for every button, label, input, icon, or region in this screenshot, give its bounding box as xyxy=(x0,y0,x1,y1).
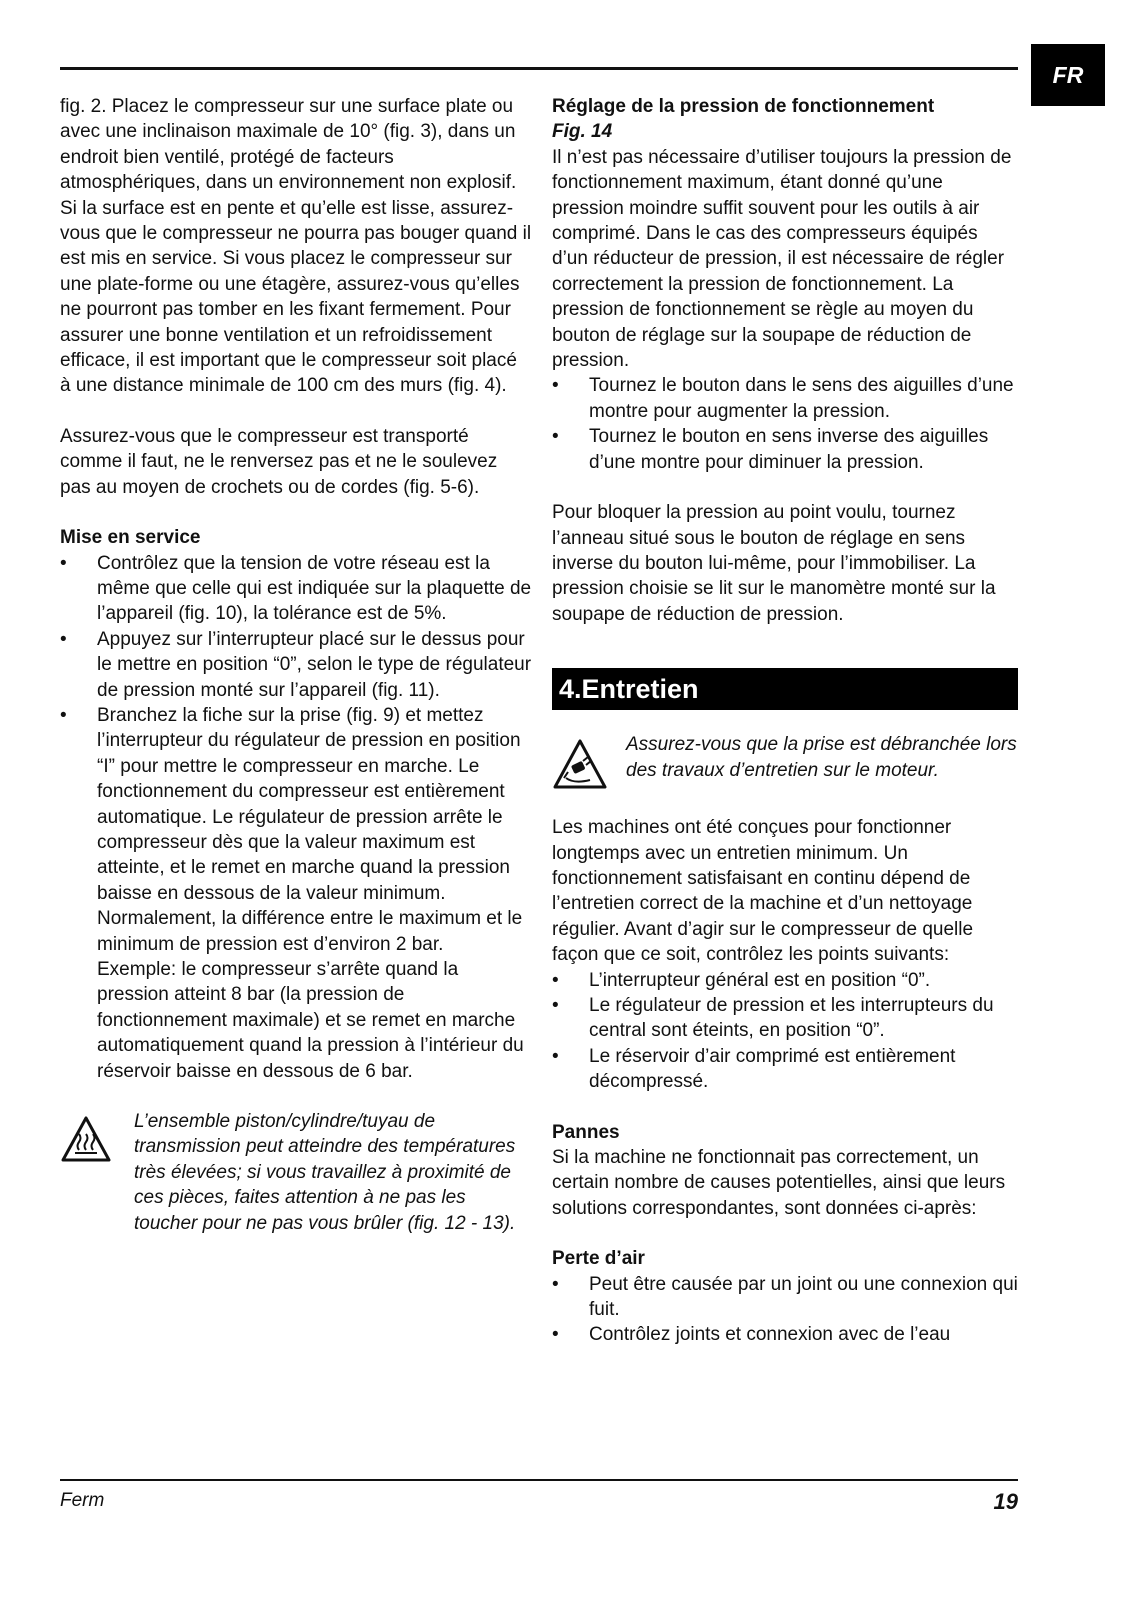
perte-air-list xyxy=(552,1272,1018,1348)
list-item: • Tournez le bouton en sens inverse des aiguilles d’une montre pour diminuer la pression. xyxy=(552,424,1018,475)
list-item: • L’interrupteur général est en position “0”. xyxy=(552,968,1018,993)
hot-surface-warning-icon xyxy=(60,1115,116,1163)
hot-surface-warning-text: L’ensemble piston/cylindre/tuyau de transmission peut atteindre des températures très élevées; si vous travaillez à proximité de ces pièces, faites attention à ne pas les toucher pour ne pas vous brûler (fig. 12 - 13). xyxy=(134,1111,516,1234)
list-item: • Le réservoir d’air comprimé est entièrement décompressé. xyxy=(552,1044,1018,1095)
reglage-list xyxy=(552,373,1018,475)
list-item: • Le régulateur de pression et les interrupteurs du central sont éteints, en position “0”. xyxy=(552,993,1018,1044)
left-column xyxy=(60,94,532,1236)
list-item: • Contrôlez que la tension de votre réseau est la même que celle qui est indiquée sur la plaquette de l’appareil (fig. 10), la tolérance est de 5%. xyxy=(60,551,532,627)
right-column xyxy=(552,94,1018,1348)
list-item: • Peut être causée par un joint ou une connexion qui fuit. xyxy=(552,1272,1018,1323)
language-tab: FR xyxy=(1031,44,1105,106)
maintenance-paragraph: Les machines ont été conçues pour fonctionner longtemps avec un entretien minimum. Un fonctionnement satisfaisant en continu dépend de l’entretien correct de la machine et d’un nettoyage régulier. Avant d’agir sur le compresseur de quelle façon que ce soit, contrôlez les points suivants: xyxy=(552,817,974,966)
list-item: • Tournez le bouton dans le sens des aiguilles d’une montre pour augmenter la pression. xyxy=(552,373,1018,424)
reglage-paragraph: Il n’est pas nécessaire d’utiliser toujours la pression de fonctionnement maximum, étant donné qu’une pression moindre suffit souvent pour les outils à air comprimé. Dans le cas des compresseurs équipés d’un réducteur de pression, il est nécessaire de régler correctement la pression de fonctionnement. La pression de fonctionnement se règle au moyen du bouton de réglage sur la soupape de réduction de pression. xyxy=(552,146,1012,372)
reglage-figure-ref: Fig. 14 xyxy=(552,121,613,143)
block-pressure-paragraph: Pour bloquer la pression au point voulu, tournez l’anneau situé sous le bouton de réglage en sens inverse du bouton lui-même, pour l’immobiliser. La pression choisie se lit sur le manomètre monté sur la soupape de réduction de pression. xyxy=(552,502,996,625)
reglage-heading: Réglage de la pression de fonctionnement xyxy=(552,96,935,117)
mise-en-service-heading: Mise en service xyxy=(60,527,201,549)
placement-paragraph: fig. 2. Placez le compresseur sur une surface plate ou avec une inclinaison maximale de 10° (fig. 3), dans un endroit bien ventilé, protégé de facteurs atmosphériques, dans un environnement non explosif. Si la surface est en pente et qu’elle est lisse, assurez-vous que le compresseur ne pourra pas bouger quand il est mis en service. Si vous placez le compresseur sur une plate-forme ou une étagère, assurez-vous qu’elles ne pourront pas tomber en les fixant fermement. Pour assurer une bonne ventilation et un refroidissement efficace, il est important que le compresseur soit placé à une distance minimale de 100 cm des murs (fig. 4). xyxy=(60,96,532,397)
top-rule xyxy=(60,67,1018,70)
unplug-warning-text: Assurez-vous que la prise est débranchée lors des travaux d’entretien sur le moteur. xyxy=(626,734,1017,781)
footer-brand: Ferm xyxy=(60,1490,105,1511)
transport-paragraph: Assurez-vous que le compresseur est transporté comme il faut, ne le renversez pas et ne le soulevez pas au moyen de crochets ou de cordes (fig. 5-6). xyxy=(60,425,498,498)
page-number: 19 xyxy=(993,1489,1018,1514)
perte-air-heading: Perte d’air xyxy=(552,1248,645,1270)
example-paragraph: Exemple: le compresseur s’arrête quand la pression atteint 8 bar (la pression de fonctionnement maximale) et se remet en marche automatiquement quand la pression à l’intérieur du réservoir baisse en dessous de 6 bar. xyxy=(97,959,524,1082)
mise-en-service-list xyxy=(60,551,532,958)
list-item: • Branchez la fiche sur la prise (fig. 9) et mettez l’interrupteur du régulateur de pression en position “I” pour mettre le compresseur en marche. Le fonctionnement du compresseur est entièrement automatique. Le régulateur de pression arrête le compresseur dès que la valeur maximum est atteinte, et le remet en marche quand la pression baisse en dessous de la valeur minimum. Normalement, la différence entre le maximum et le minimum de pression est d’environ 2 bar. xyxy=(60,703,532,957)
section-title-entretien: 4.Entretien xyxy=(552,668,1018,710)
list-item: • Appuyez sur l’interrupteur placé sur le dessus pour le mettre en position “0”, selon le type de régulateur de pression monté sur l’appareil (fig. 11). xyxy=(60,627,532,703)
bottom-rule xyxy=(60,1479,1018,1481)
unplug-warning-icon xyxy=(552,738,608,790)
pannes-heading: Pannes xyxy=(552,1121,620,1143)
hot-surface-warning xyxy=(60,1109,532,1236)
pannes-paragraph: Si la machine ne fonctionnait pas correctement, un certain nombre de causes potentielles, ainsi que leurs solutions correspondantes, sont données ci-après: xyxy=(552,1147,1006,1219)
list-item: • Contrôlez joints et connexion avec de l’eau xyxy=(552,1322,1018,1347)
unplug-warning xyxy=(552,732,1018,790)
maintenance-checklist xyxy=(552,968,1018,1095)
